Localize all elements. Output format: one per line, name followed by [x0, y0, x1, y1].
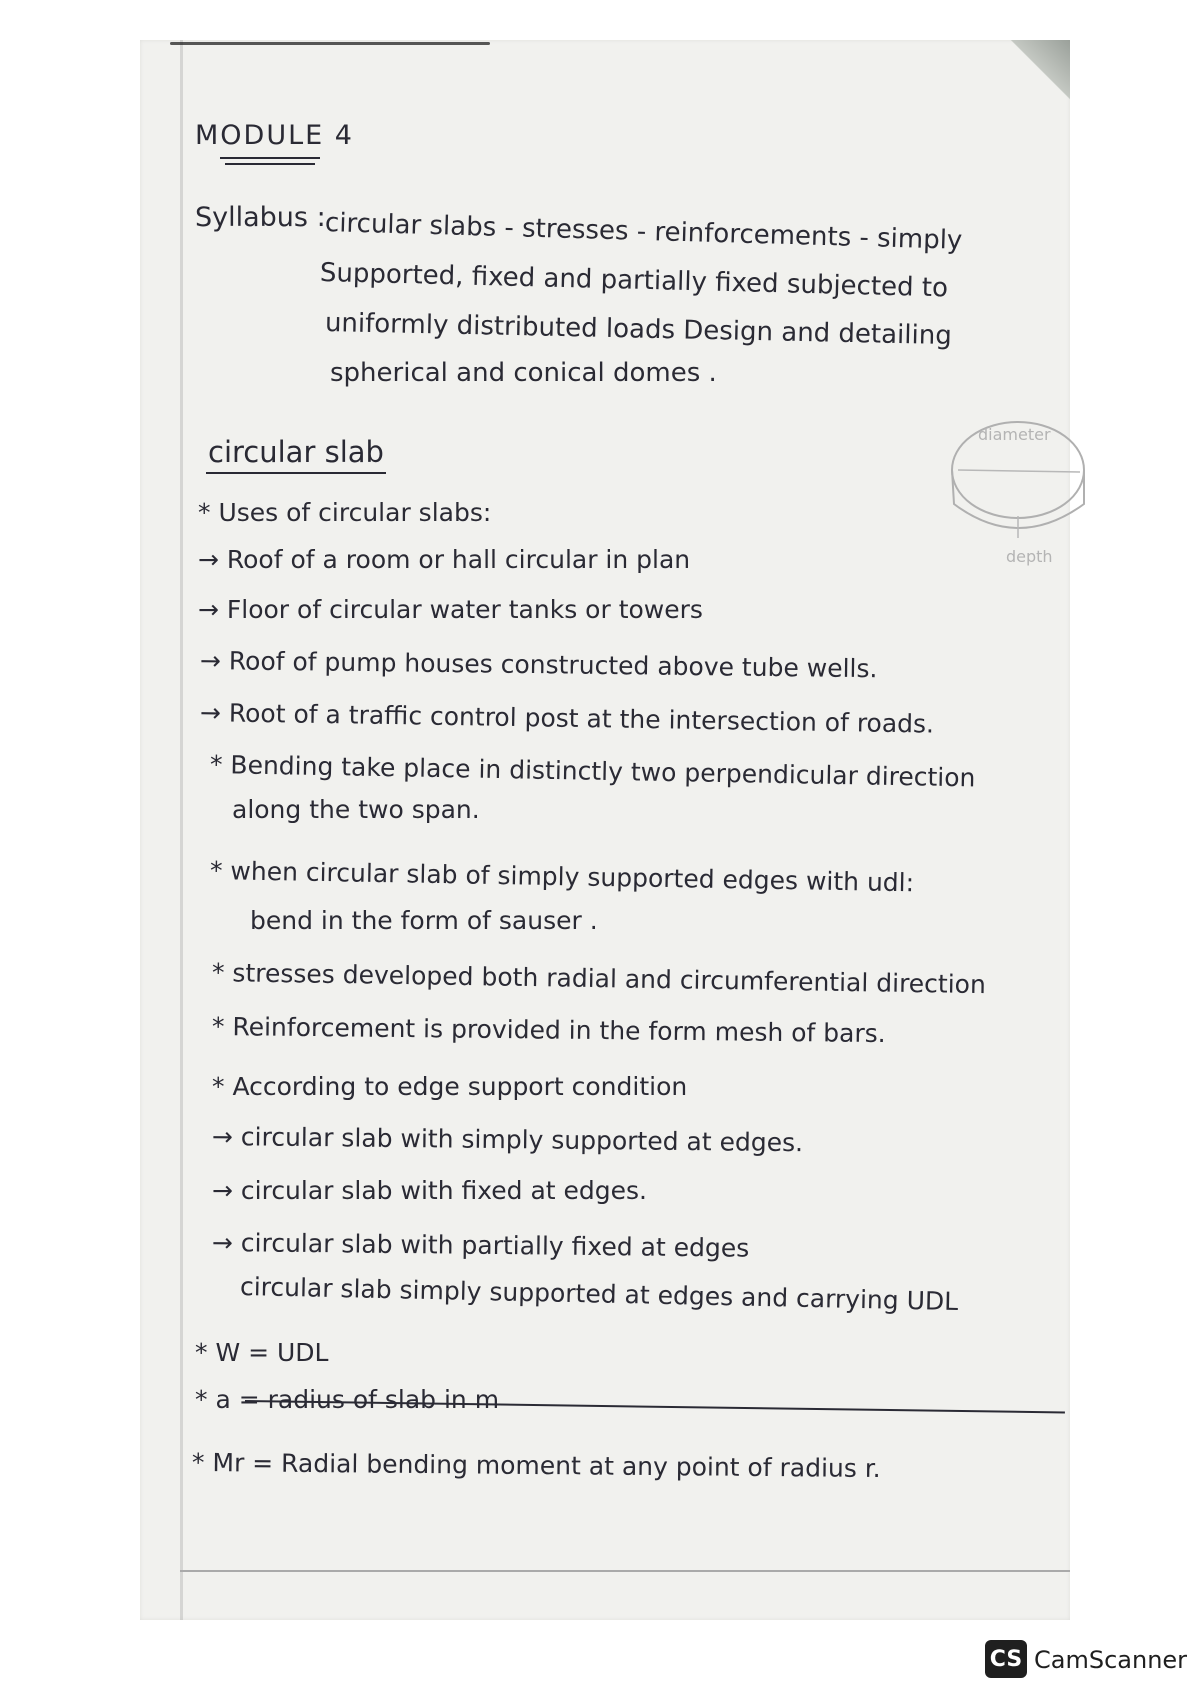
note-line: * According to edge support condition [212, 1072, 688, 1101]
syllabus-line: spherical and conical domes . [330, 358, 717, 388]
page-bottom-rule [180, 1570, 1070, 1572]
note-line: bend in the form of sauser . [250, 906, 598, 935]
module-underline [225, 163, 315, 165]
note-line: → circular slab with fixed at edges. [212, 1176, 647, 1205]
syllabus-line: circular slabs - stresses - reinforcements - simply [324, 208, 963, 256]
camscanner-label: CamScanner [1034, 1646, 1188, 1674]
note-line: along the two span. [232, 795, 480, 824]
note-line: * Reinforcement is provided in the form mesh of bars. [211, 1012, 886, 1049]
note-line: * Mr = Radial bending moment at any point of radius r. [191, 1448, 881, 1484]
note-line: * Bending take place in distinctly two perpendicular direction [209, 750, 976, 793]
camscanner-logo: CS [985, 1640, 1027, 1678]
sub-heading: circular slab simply supported at edges and carrying UDL [239, 1272, 959, 1317]
note-line: * Uses of circular slabs: [198, 498, 492, 527]
circular-slab-sketch [948, 412, 1138, 602]
module-underline [220, 157, 320, 159]
page-top-edge [170, 42, 490, 45]
note-line: → Roof of pump houses constructed above tube wells. [199, 646, 878, 684]
heading-underline [206, 472, 386, 474]
note-line: → Floor of circular water tanks or towers [198, 595, 703, 624]
syllabus-line: Supported, fixed and partially fixed subjected to [319, 258, 949, 304]
note-line: → circular slab with partially fixed at edges [211, 1228, 750, 1263]
section-heading: circular slab [208, 435, 384, 469]
syllabus-line: uniformly distributed loads Design and detailing [324, 308, 953, 352]
note-line: * W = UDL [195, 1338, 329, 1367]
syllabus-label: Syllabus : [195, 202, 326, 233]
note-line: * a = radius of slab in m [195, 1385, 500, 1414]
module-title: MODULE 4 [195, 120, 354, 151]
notebook-page [140, 40, 1070, 1620]
depth-label: depth [1006, 547, 1053, 566]
page-corner-shadow [1000, 40, 1070, 100]
note-line: → circular slab with simply supported at edges. [211, 1122, 804, 1158]
note-line: * stresses developed both radial and circumferential direction [211, 958, 987, 1000]
note-line: → Root of a traffic control post at the intersection of roads. [199, 698, 935, 739]
diameter-label: diameter [978, 425, 1051, 444]
note-line: → Roof of a room or hall circular in plan [198, 545, 691, 574]
note-line: * when circular slab of simply supported edges with udl: [209, 856, 915, 898]
